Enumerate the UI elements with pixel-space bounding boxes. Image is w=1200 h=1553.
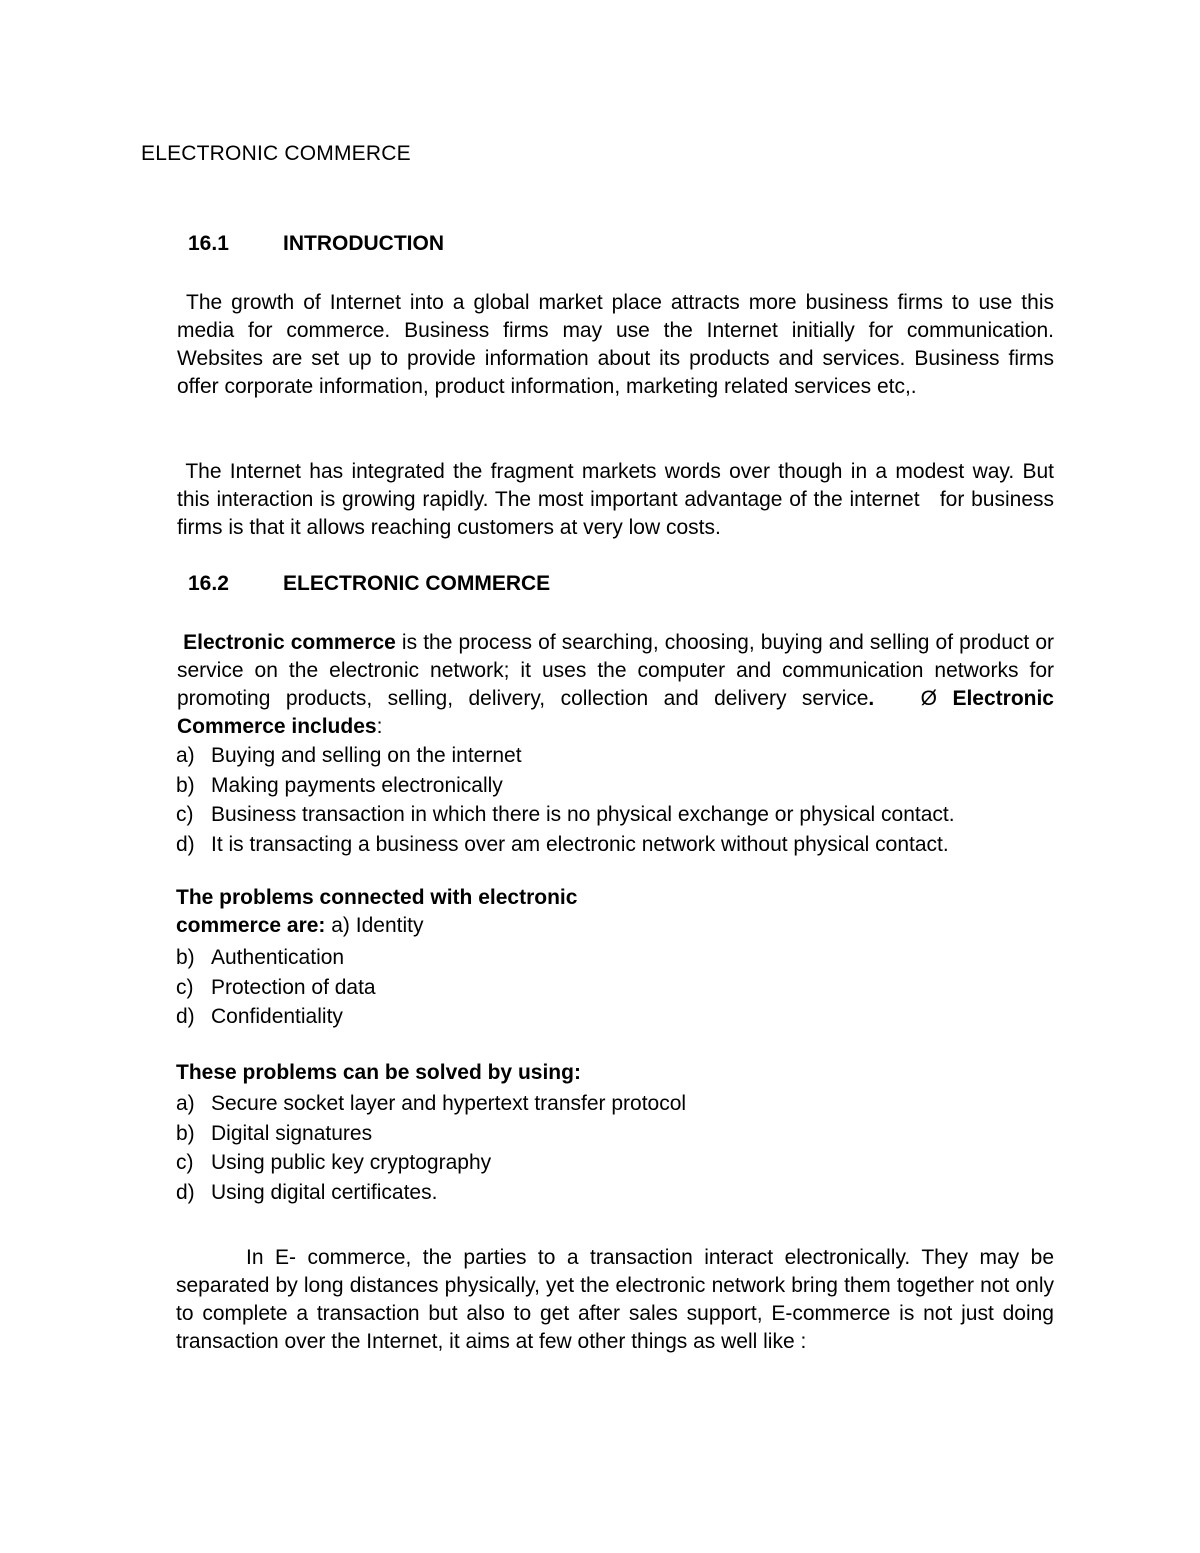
- list-item: [176, 1148, 1056, 1178]
- list-marker: a): [176, 744, 195, 767]
- list-item-text: Buying and selling on the internet: [211, 744, 522, 767]
- definition-body: is the process of searching, choosing, buying and selling of product or service on the electronic network; it uses the computer and communication networks for promoting products, selling, delivery, collection and delivery service: [177, 631, 1054, 710]
- list-item: [176, 1119, 1056, 1149]
- list-item: [176, 973, 1056, 1003]
- list-item: [176, 1178, 1056, 1208]
- list-item-text: Using digital certificates.: [211, 1180, 438, 1204]
- section-number: 16.1: [188, 232, 229, 255]
- list-item-text: Confidentiality: [211, 1005, 343, 1028]
- list-item-text: Protection of data: [211, 975, 376, 999]
- problems-list: [176, 943, 1056, 1032]
- paragraph-text: In E- commerce, the parties to a transaction interact electronically. They may be separated by long distances physically, yet the electronic network bring them together not only to complete a transaction but also to get after sales support, E-commerce is not just doing transaction over the Internet, it aims at few other things as well like :: [176, 1246, 1054, 1353]
- section-heading-introduction: [188, 232, 444, 256]
- list-item-text: Making payments electronically: [211, 773, 503, 797]
- includes-label: Electronic Commerce includes: [177, 687, 1054, 738]
- list-item: [176, 1002, 1056, 1032]
- includes-list: [176, 741, 1056, 859]
- list-marker: d): [176, 1180, 195, 1204]
- list-item-text: Authentication: [211, 946, 345, 969]
- paragraph-text: The Internet has integrated the fragment markets words over though in a modest way. But this interaction is growing rapidly. The most important advantage of the internet for business firms is that it allows reaching customers at very low costs.: [177, 460, 1060, 539]
- term-bold: Electronic commerce: [183, 631, 396, 654]
- problems-label: commerce are:: [176, 914, 326, 937]
- list-item: [176, 800, 1056, 830]
- solutions-heading: These problems can be solved by using:: [176, 1061, 581, 1084]
- problems-heading-continued: [176, 914, 423, 938]
- list-item: [176, 771, 1056, 801]
- list-marker: c): [176, 803, 194, 826]
- list-item-text: Secure socket layer and hypertext transfer protocol: [211, 1092, 687, 1115]
- list-item: [176, 830, 1056, 860]
- problems-heading: The problems connected with electronic: [176, 886, 578, 909]
- intro-paragraph-1: [177, 289, 1060, 401]
- section-heading-electronic-commerce: [188, 572, 550, 596]
- list-marker: b): [176, 946, 195, 969]
- list-item-text: Using public key cryptography: [211, 1151, 492, 1174]
- bullet-symbol: Ø: [920, 687, 937, 710]
- definition-text: [177, 629, 1054, 741]
- list-item-text: It is transacting a business over am electronic network without physical contact.: [211, 832, 949, 856]
- includes-colon: :: [376, 715, 383, 738]
- closing-paragraph: [176, 1244, 1054, 1356]
- ecommerce-definition-paragraph: [177, 629, 1054, 741]
- paragraph-text: The growth of Internet into a global market place attracts more business firms to use this media for commerce. Business firms may use the Internet initially for communication. Websites are set up to provide information about its products and services. Business firms offer corporate information, product information, marketing related services etc,.: [177, 291, 1060, 398]
- section-number: 16.2: [188, 572, 229, 595]
- section-title: INTRODUCTION: [283, 232, 444, 255]
- list-marker: a): [176, 1092, 195, 1115]
- list-item-text: Digital signatures: [211, 1121, 373, 1145]
- section-title: ELECTRONIC COMMERCE: [283, 572, 551, 595]
- solutions-list: [176, 1089, 1056, 1207]
- definition-period: .: [868, 687, 875, 710]
- list-marker: d): [176, 1005, 195, 1028]
- list-item: [176, 943, 1056, 973]
- list-marker: b): [176, 773, 195, 797]
- list-marker: c): [176, 1151, 194, 1174]
- list-marker: d): [176, 832, 195, 856]
- intro-paragraph-2: [177, 458, 1060, 542]
- list-marker: b): [176, 1121, 195, 1145]
- problems-first-item: a) Identity: [325, 914, 424, 937]
- list-item: [176, 741, 1056, 771]
- list-marker: c): [176, 975, 194, 999]
- list-item-text: Business transaction in which there is no physical exchange or physical contact.: [211, 803, 955, 826]
- list-item: [176, 1089, 1056, 1119]
- document-title: ELECTRONIC COMMERCE: [141, 142, 411, 165]
